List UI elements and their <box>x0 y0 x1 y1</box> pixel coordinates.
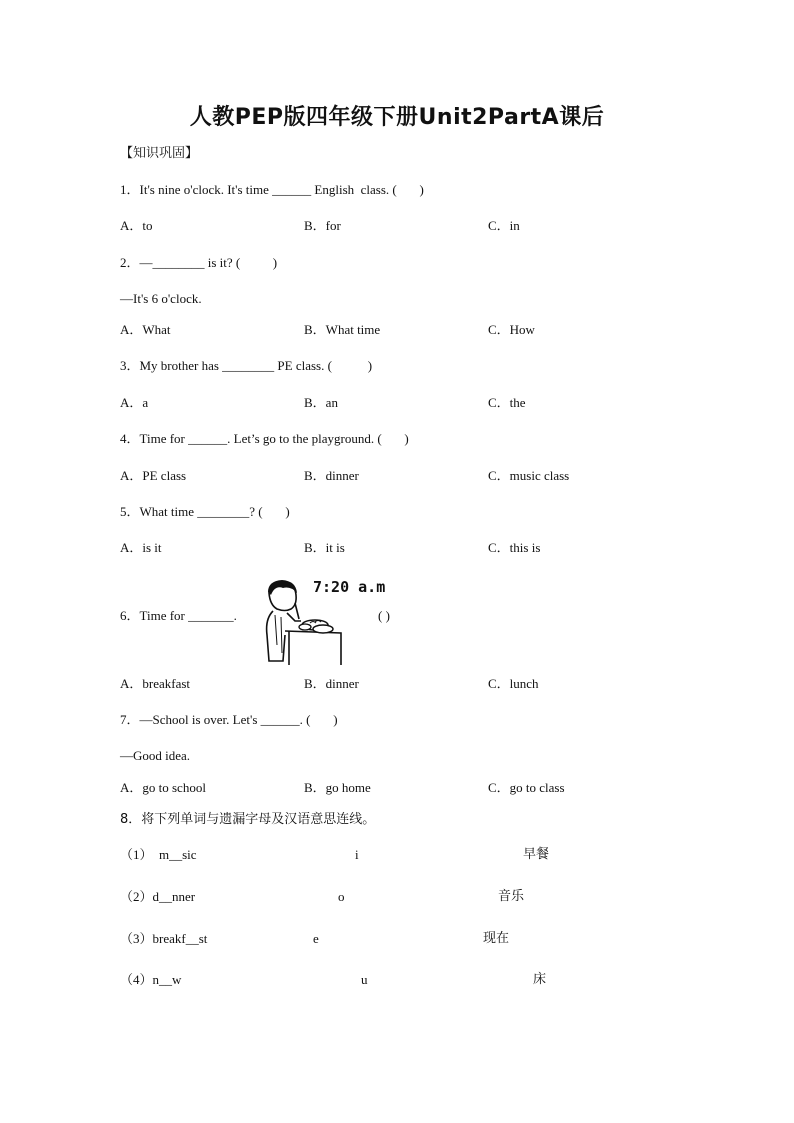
question-7-stem: 7．—School is over. Let's ______. ( ) <box>120 712 338 727</box>
match-letter-4: u <box>361 972 368 987</box>
clock-time-label: 7:20 a.m <box>313 578 386 596</box>
question-4-stem: 4．Time for ______. Let’s go to the playground. ( ) <box>120 431 409 446</box>
q6-option-c: C．lunch <box>488 676 539 691</box>
question-6-stem: 6．Time for _______. <box>120 608 237 623</box>
q4-option-b: B．dinner <box>304 468 359 483</box>
match-meaning-4: 床 <box>533 972 547 987</box>
q4-option-a: A．PE class <box>120 468 187 483</box>
question-5-stem: 5．What time ________? ( ) <box>120 504 290 519</box>
question-2-note: —It's 6 o'clock. <box>120 291 202 306</box>
q6-option-b: B．dinner <box>304 676 359 691</box>
q5-option-a: A．is it <box>120 540 162 555</box>
match-word-2: （2）d__nner <box>120 889 196 904</box>
question-3-stem: 3．My brother has ________ PE class. ( ) <box>120 358 373 373</box>
match-meaning-2: 音乐 <box>498 889 525 904</box>
q2-option-b: B．What time <box>304 322 381 337</box>
q7-option-c: C．go to class <box>488 780 565 795</box>
boy-eating-illustration <box>255 575 390 667</box>
q5-option-c: C．this is <box>488 540 541 555</box>
match-word-1: （1） m__sic <box>120 847 197 862</box>
match-letter-3: e <box>313 931 319 946</box>
q4-option-c: C．music class <box>488 468 570 483</box>
question-8-stem: 8．将下列单词与遗漏字母及汉语意思连线。 <box>120 812 376 827</box>
q1-option-a: A．to <box>120 218 153 233</box>
q1-option-b: B．for <box>304 218 341 233</box>
q6-answer-blank: ( ) <box>378 608 390 623</box>
match-letter-1: i <box>355 847 359 862</box>
q2-option-a: A．What <box>120 322 171 337</box>
match-meaning-1: 早餐 <box>523 847 550 862</box>
question-7-note: —Good idea. <box>120 748 191 763</box>
q6-option-a: A．breakfast <box>120 676 191 691</box>
q3-option-b: B．an <box>304 395 338 410</box>
q7-option-a: A．go to school <box>120 780 206 795</box>
q5-option-b: B．it is <box>304 540 345 555</box>
question-2-stem: 2．—________ is it? ( ) <box>120 255 278 270</box>
section-heading: 【知识巩固】 <box>120 146 199 161</box>
match-meaning-3: 现在 <box>483 931 510 946</box>
q3-option-c: C．the <box>488 395 526 410</box>
q7-option-b: B．go home <box>304 780 371 795</box>
q2-option-c: C．How <box>488 322 535 337</box>
question-1-stem: 1．It's nine o'clock. It's time ______ English class. ( ) <box>120 182 424 197</box>
page-title: 人教PEP版四年级下册Unit2PartA课后 <box>189 105 605 130</box>
match-letter-2: o <box>338 889 345 904</box>
q3-option-a: A．a <box>120 395 149 410</box>
match-word-4: （4）n__w <box>120 972 182 987</box>
match-word-3: （3）breakf__st <box>120 931 208 946</box>
q1-option-c: C．in <box>488 218 520 233</box>
